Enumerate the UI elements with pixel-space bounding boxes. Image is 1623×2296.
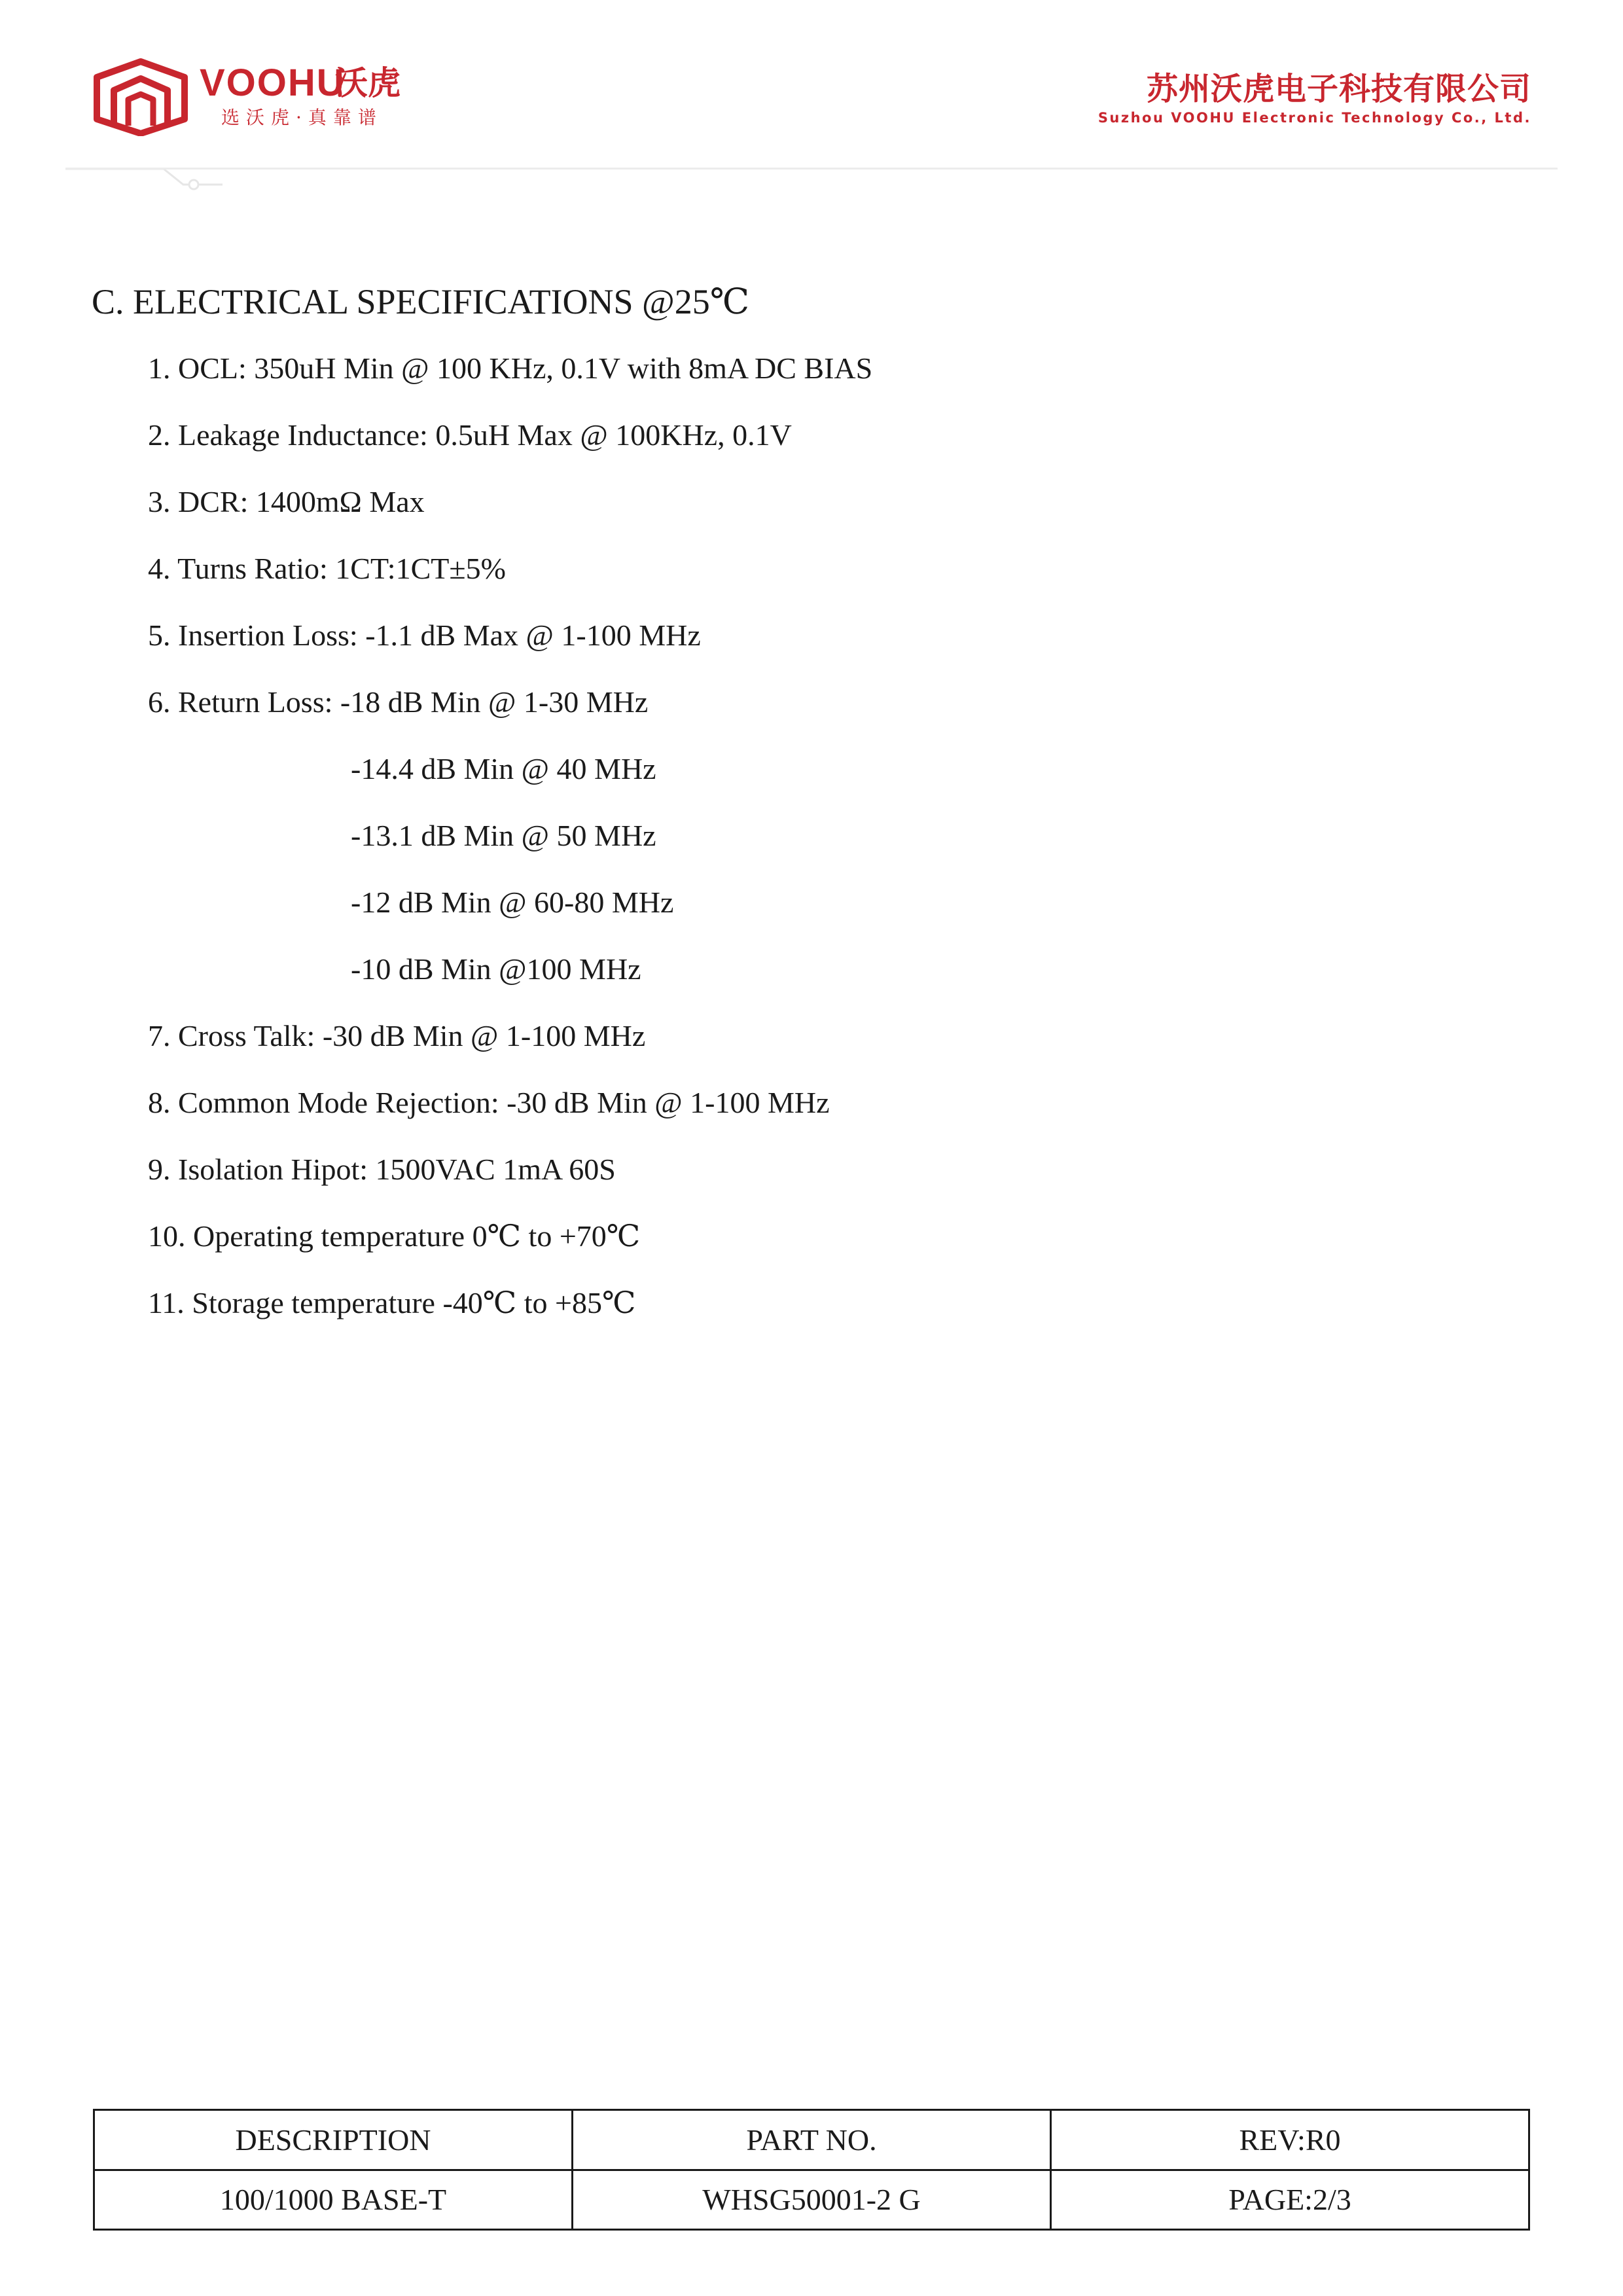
description-header-cell: DESCRIPTION: [94, 2110, 573, 2170]
revision-cell: REV:R0: [1051, 2110, 1529, 2170]
circuit-trace-decoration: [65, 145, 223, 198]
spec-ocl: 1. OCL: 350uH Min @ 100 KHz, 0.1V with 8mA DC BIAS: [148, 351, 873, 385]
spec-leakage-inductance: 2. Leakage Inductance: 0.5uH Max @ 100KHz, 0.1V: [148, 418, 792, 452]
spec-return-loss-50mhz: -13.1 dB Min @ 50 MHz: [351, 819, 656, 852]
part-no-value-cell: WHSG50001-2 G: [573, 2170, 1051, 2230]
footer-info-table: [93, 2109, 1530, 2231]
spec-return-loss-60-80mhz: -12 dB Min @ 60-80 MHz: [351, 886, 674, 919]
spec-cross-talk: 7. Cross Talk: -30 dB Min @ 1-100 MHz: [148, 1019, 646, 1052]
spec-dcr: 3. DCR: 1400mΩ Max: [148, 485, 425, 518]
spec-storage-temperature: 11. Storage temperature -40℃ to +85℃: [148, 1286, 636, 1319]
spec-isolation-hipot: 9. Isolation Hipot: 1500VAC 1mA 60S: [148, 1153, 616, 1186]
spec-return-loss: 6. Return Loss: -18 dB Min @ 1-30 MHz: [148, 685, 649, 719]
description-value-cell: 100/1000 BASE-T: [94, 2170, 573, 2230]
spec-insertion-loss: 5. Insertion Loss: -1.1 dB Max @ 1-100 MHz: [148, 619, 701, 652]
table-row: [94, 2170, 1529, 2230]
spec-common-mode-rejection: 8. Common Mode Rejection: -30 dB Min @ 1-100 MHz: [148, 1086, 830, 1119]
brand-name: VOOHU: [200, 62, 346, 104]
spec-turns-ratio: 4. Turns Ratio: 1CT:1CT±5%: [148, 552, 506, 585]
company-name-chinese: 苏州沃虎电子科技有限公司: [1146, 71, 1531, 107]
company-name-english: Suzhou VOOHU Electronic Technology Co., Ltd.: [1097, 110, 1531, 126]
section-heading: C. ELECTRICAL SPECIFICATIONS @25℃: [92, 282, 750, 321]
header-divider: [65, 168, 1558, 170]
brand-name-chinese: 沃虎: [335, 64, 401, 102]
table-row: [94, 2110, 1529, 2170]
part-no-header-cell: PART NO.: [573, 2110, 1051, 2170]
voohu-logo-icon: [92, 58, 190, 136]
spec-return-loss-40mhz: -14.4 dB Min @ 40 MHz: [351, 752, 656, 785]
spec-return-loss-100mhz: -10 dB Min @100 MHz: [351, 952, 641, 986]
page-number-cell: PAGE:2/3: [1051, 2170, 1529, 2230]
spec-operating-temperature: 10. Operating temperature 0℃ to +70℃: [148, 1219, 641, 1253]
brand-slogan: 选沃虎·真靠谱: [221, 107, 383, 128]
